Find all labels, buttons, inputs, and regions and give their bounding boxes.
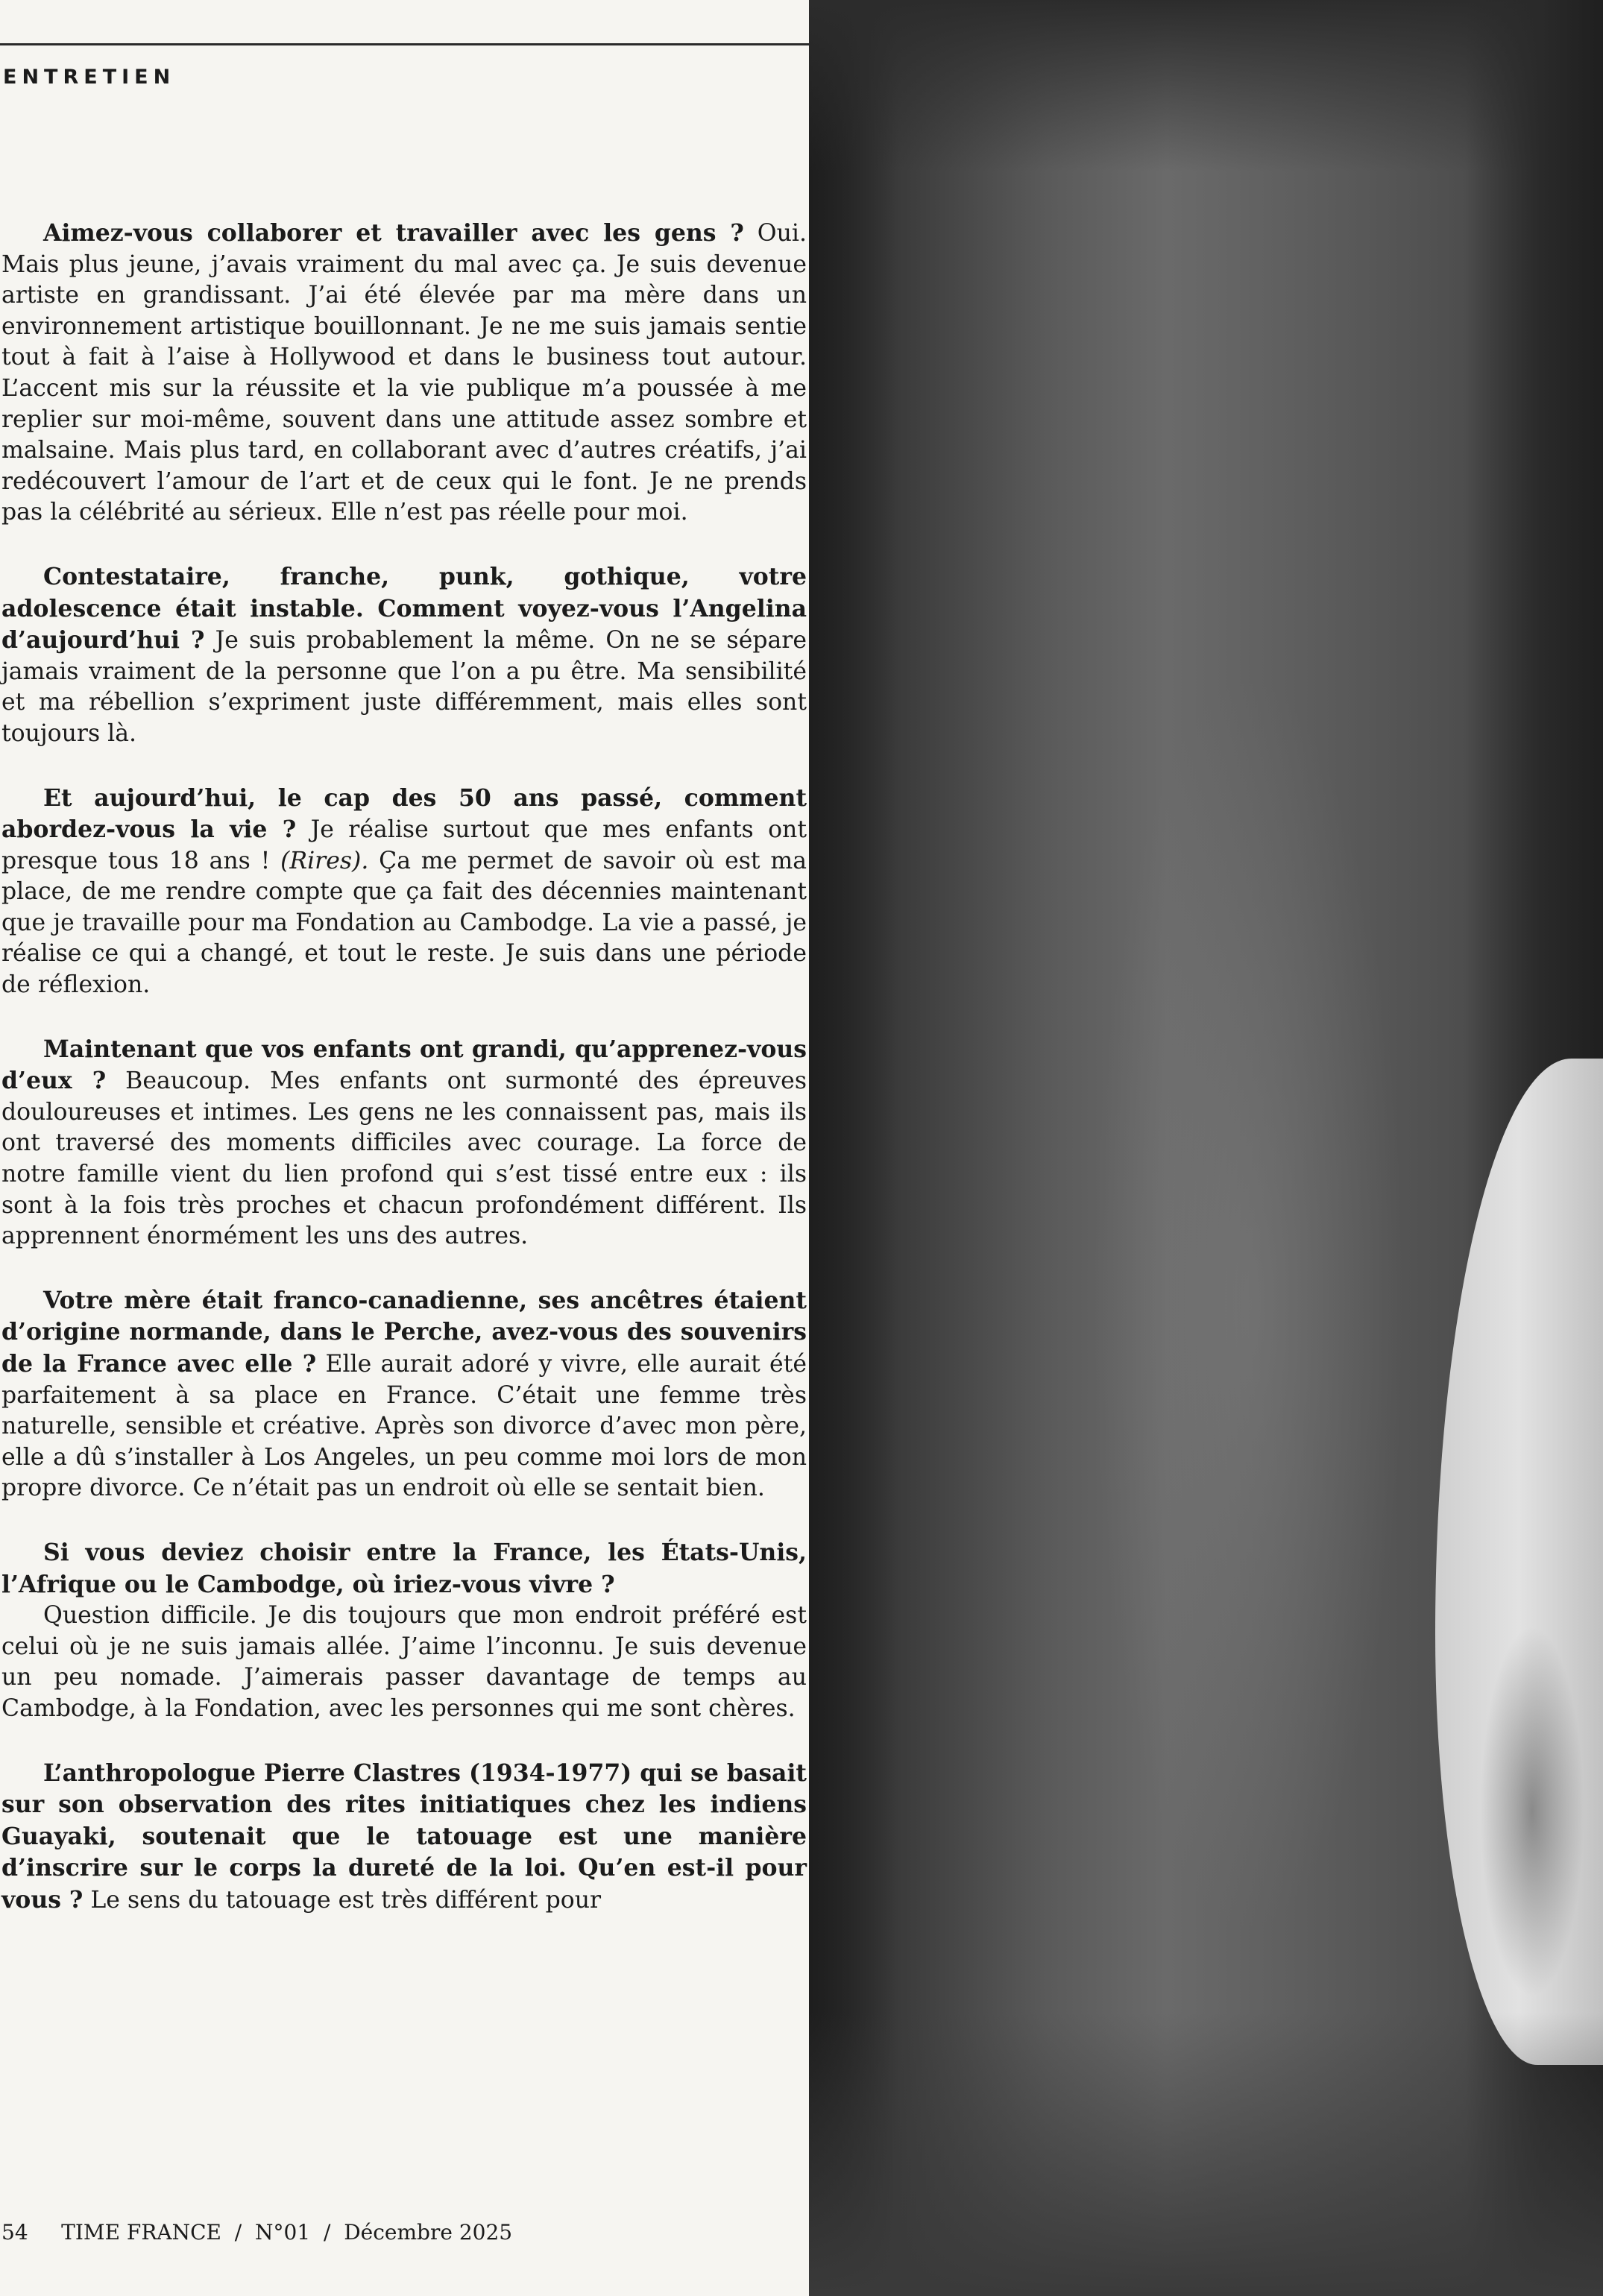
qa-fifty-years bbox=[1, 783, 807, 1001]
question: Et aujourd’hui, le cap des 50 ans passé, comment abordez-vous la vie ? bbox=[1, 783, 807, 844]
page-footer bbox=[1, 2220, 512, 2245]
question: Votre mère était franco-canadienne, ses ancêtres étaient d’origine normande, dans le Perche, avez-vous des souvenirs de la France avec elle ? bbox=[1, 1286, 807, 1378]
answer: Elle aurait adoré y vivre, elle aurait été parfaitement à sa place en France. C’était une femme très naturelle, sensible et créative. Après son divorce d’avec mon père, elle a dû s’installer à Los Angeles, un peu comme moi lors de mon propre divorce. Ce n’était pas un endroit où elle se sentait bien. bbox=[1, 1351, 807, 1502]
qa-where-to-live bbox=[1, 1537, 807, 1725]
photo-highlight bbox=[1092, 671, 1405, 1938]
publication-name: TIME FRANCE bbox=[61, 2220, 221, 2245]
answer: Question difficile. Je dis toujours que mon endroit préféré est celui où je ne suis jamais allée. J’aime l’inconnu. Je suis devenue un peu nomade. J’aimerais passer davantage de temps au Cambodge, à la Fondation, avec les personnes qui me sont chères. bbox=[1, 1602, 807, 1722]
page-number: 54 bbox=[1, 2220, 28, 2245]
section-label: ENTRETIEN bbox=[3, 66, 176, 89]
photo-dark-bottom bbox=[809, 2013, 1603, 2296]
photo-shadow-left bbox=[809, 0, 898, 2296]
issue-date: Décembre 2025 bbox=[344, 2220, 513, 2245]
top-rule bbox=[0, 43, 809, 45]
answer: Oui. Mais plus jeune, j’avais vraiment du mal avec ça. Je suis devenue artiste en grandissant. J’ai été élevée par ma mère dans un environnement artistique bouillonnant. Je ne me suis jamais sentie tout à fait à l’aise à Hollywood et dans le business tout autour. L’accent mis sur la réussite et la vie publique m’a poussée à me replier sur moi-même, souvent dans une attitude assez sombre et malsaine. Mais plus tard, en collaborant avec d’autres créatifs, j’ai redécouvert l’amour de l’art et de ceux qui le font. Je ne prends pas la célébrité au sérieux. Elle n’est pas réelle pour moi. bbox=[1, 220, 807, 526]
question: Contestataire, franche, punk, gothique, votre adolescence était instable. Comment voyez-vous l’Angelina d’aujourd’hui ? bbox=[1, 562, 807, 655]
answer: Je réalise surtout que mes enfants ont presque tous 18 ans ! bbox=[1, 816, 807, 874]
qa-mother-france bbox=[1, 1285, 807, 1504]
qa-collaboration bbox=[1, 218, 807, 529]
portrait-photo bbox=[809, 0, 1603, 2296]
question: Si vous deviez choisir entre la France, les États-Unis, l’Afrique ou le Cambodge, où iriez-vous vivre ? bbox=[1, 1538, 807, 1598]
question: Maintenant que vos enfants ont grandi, qu’apprenez-vous d’eux ? bbox=[1, 1035, 807, 1095]
issue-number: N°01 bbox=[255, 2220, 311, 2245]
answer: Je suis probablement la même. On ne se sépare jamais vraiment de la personne que l’on a pu être. Ma sensibilité et ma rébellion s’expriment juste différemment, mais elles sont toujours là. bbox=[1, 627, 807, 747]
question: Aimez-vous collaborer et travailler avec les gens ? bbox=[43, 219, 744, 247]
qa-adolescence bbox=[1, 561, 807, 750]
answer-aside: (Rires). bbox=[280, 847, 369, 874]
answer: Beaucoup. Mes enfants ont surmonté des épreuves douloureuses et intimes. Les gens ne les connaissent pas, mais ils ont traversé des moments difficiles avec courage. La force de notre famille vient du lien profond qui s’est tissé entre eux : ils sont à la fois très proches et chacun profondément différent. Ils apprennent énormément les uns des autres. bbox=[1, 1067, 807, 1250]
interview-article bbox=[1, 218, 807, 1949]
question: L’anthropologue Pierre Clastres (1934-1977) qui se basait sur son observation des rites initiatiques chez les indiens Guayaki, soutenait que le tatouage est une manière d’inscrire sur le corps la dureté de la loi. Qu’en est-il pour vous ? bbox=[1, 1759, 807, 1914]
answer: Ça me permet de savoir où est ma place, de me rendre compte que ça fait des décennies maintenant que je travaille pour ma Fondation au Cambodge. La vie a passé, je réalise ce qui a changé, et tout le reste. Je suis dans une période de réflexion. bbox=[1, 847, 807, 999]
footer-separator: / bbox=[317, 2220, 338, 2245]
footer-separator: / bbox=[227, 2220, 249, 2245]
shoulder-shadow bbox=[1480, 1625, 1584, 1998]
qa-tattoo bbox=[1, 1758, 807, 1917]
answer: Le sens du tatouage est très différent pour bbox=[83, 1886, 602, 1914]
qa-children bbox=[1, 1034, 807, 1252]
